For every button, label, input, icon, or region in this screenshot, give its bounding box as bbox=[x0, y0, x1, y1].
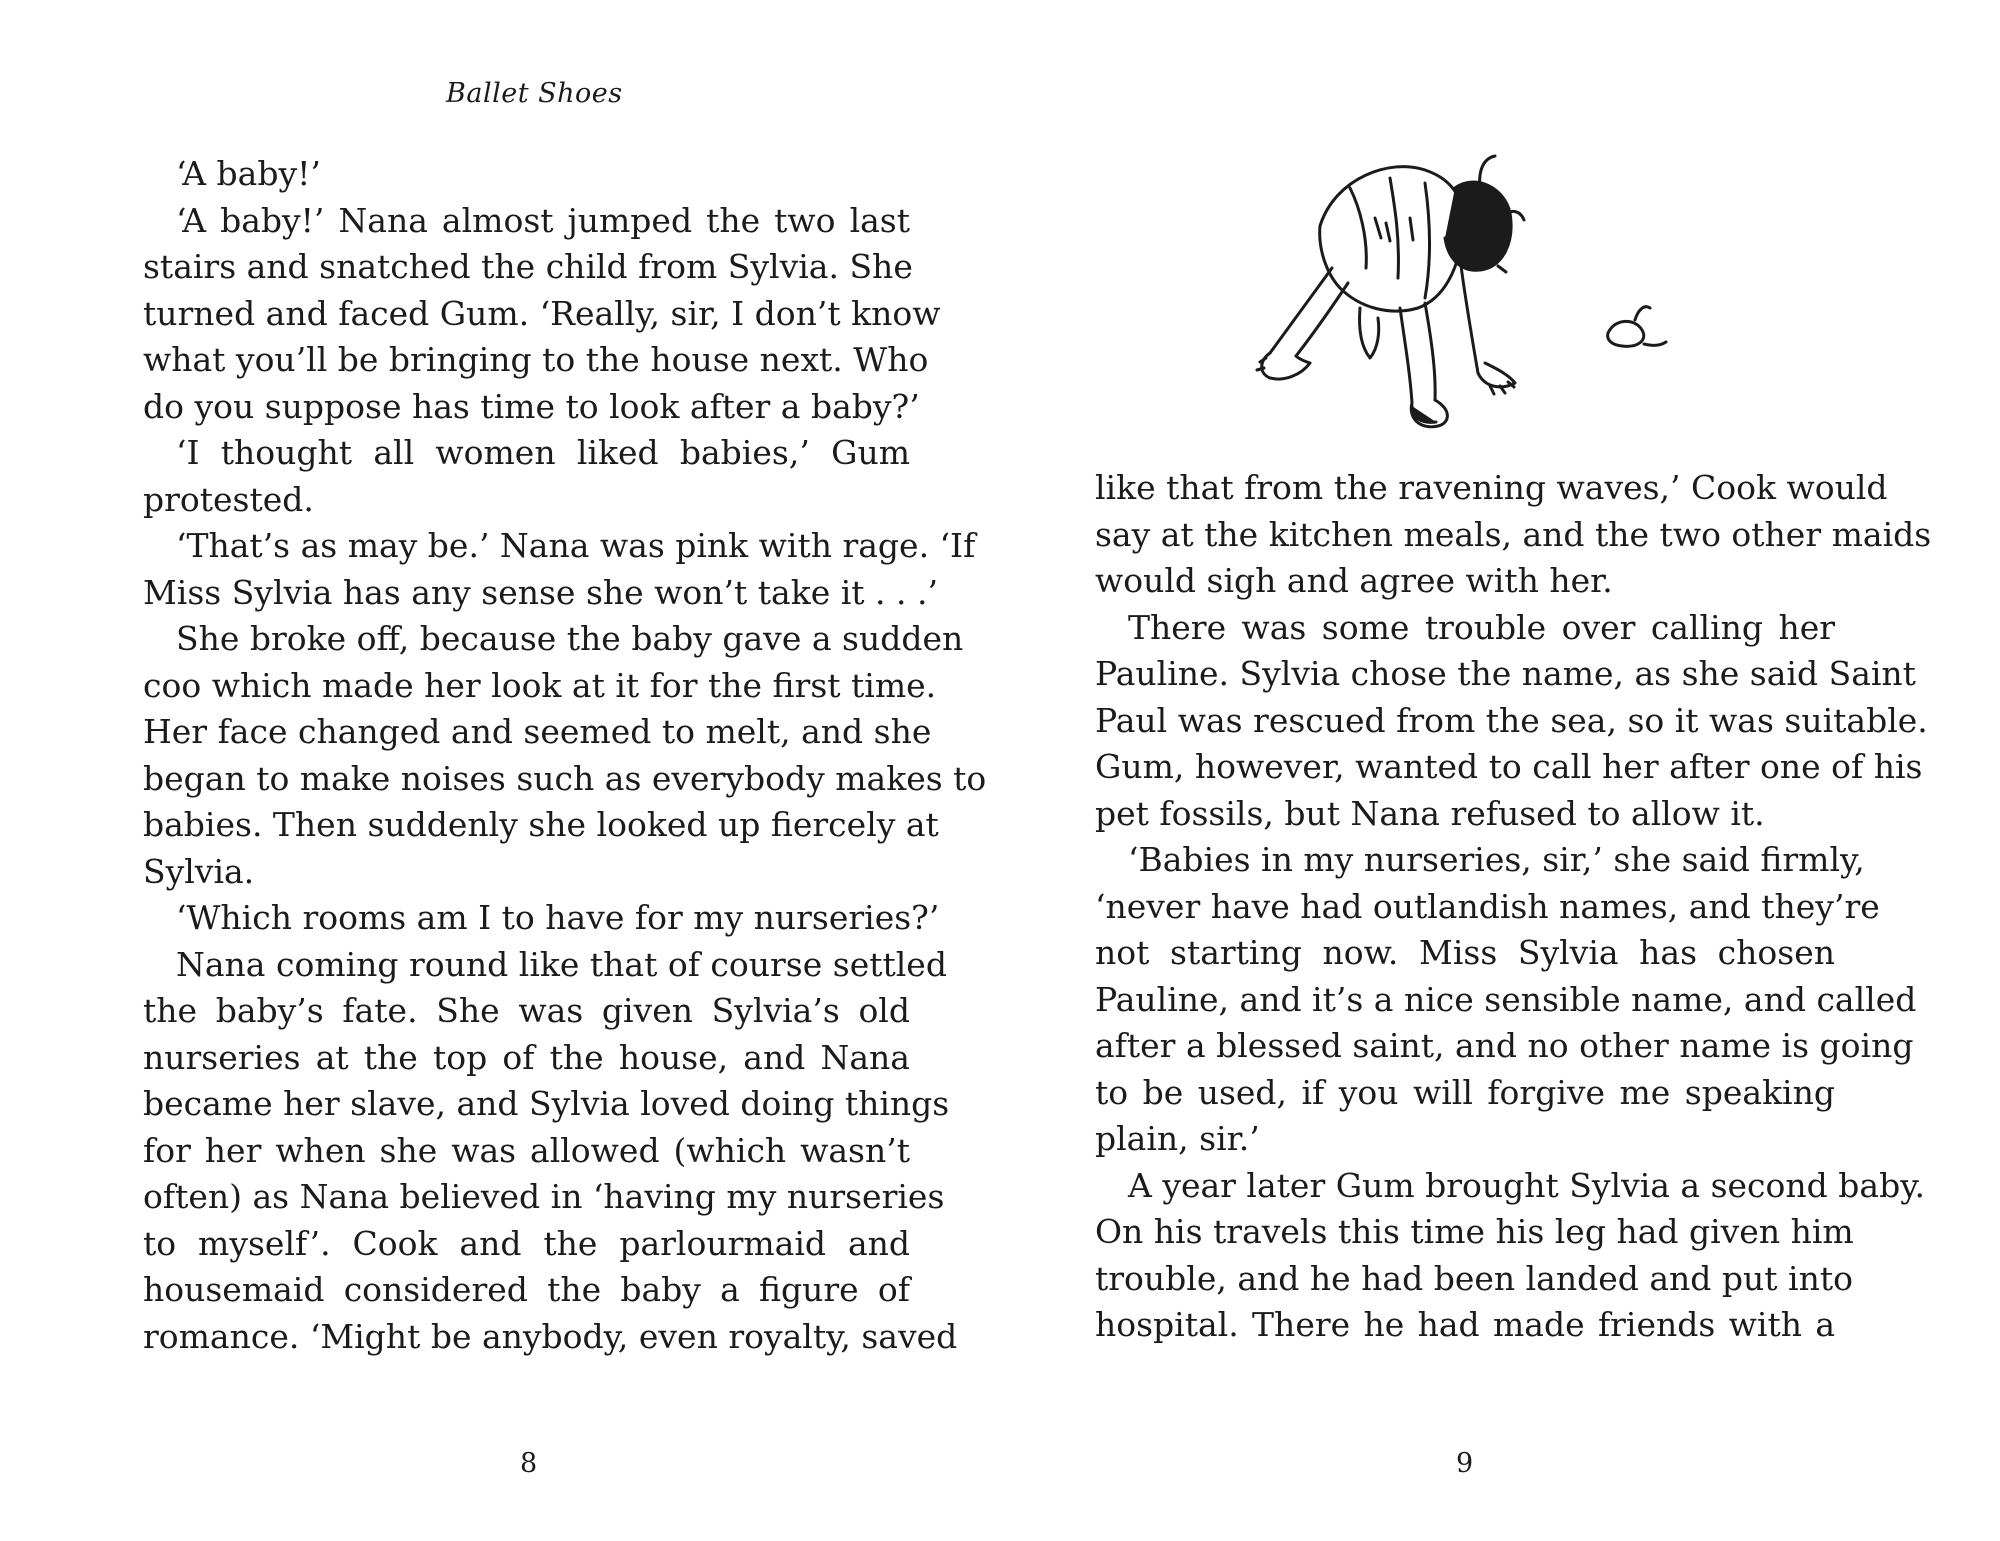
text-line: Pauline, and it’s a nice sensible name, and called bbox=[1095, 979, 1917, 1019]
text-line: pet fossils, but Nana refused to allow it. bbox=[1095, 793, 1765, 833]
text-line: what you’ll be bringing to the house next. Who bbox=[143, 340, 929, 379]
text-line: babies. Then suddenly she looked up fiercely at bbox=[143, 805, 939, 844]
text-line: to myself’. Cook and the parlourmaid and bbox=[143, 1223, 910, 1263]
text-line: ‘A baby!’ Nana almost jumped the two last bbox=[176, 200, 910, 240]
text-line: romance. ‘Might be anybody, even royalty, saved bbox=[143, 1316, 958, 1356]
text-line: coo which made her look at it for the first time. bbox=[143, 665, 937, 705]
text-line: like that from the ravening waves,’ Cook would bbox=[1095, 468, 1888, 507]
text-line: Sylvia. bbox=[143, 851, 255, 891]
text-line: nurseries at the top of the house, and Nana bbox=[143, 1037, 910, 1077]
text-line: There was some trouble over calling her bbox=[1128, 607, 1835, 647]
page-number-right: 9 bbox=[1456, 1448, 1474, 1479]
text-line: plain, sir.’ bbox=[1095, 1119, 1260, 1158]
text-line: On his travels this time his leg had given him bbox=[1095, 1212, 1854, 1251]
text-line: Nana coming round like that of course settled bbox=[176, 944, 947, 984]
text-line: protested. bbox=[143, 479, 314, 519]
right-page bbox=[1000, 0, 2000, 1541]
text-line: She broke off, because the baby gave a sudden bbox=[176, 619, 964, 658]
text-line: ‘That’s as may be.’ Nana was pink with rage. ‘If bbox=[176, 526, 976, 565]
text-line: to be used, if you will forgive me speaking bbox=[1095, 1072, 1835, 1112]
text-line: after a blessed saint, and no other name is going bbox=[1095, 1026, 1914, 1065]
text-line: for her when she was allowed (which wasn’t bbox=[143, 1130, 910, 1170]
text-line: housemaid considered the baby a figure of bbox=[143, 1270, 910, 1309]
text-line: the baby’s fate. She was given Sylvia’s old bbox=[143, 991, 910, 1030]
text-line: often) as Nana believed in ‘having my nurseries bbox=[143, 1177, 945, 1216]
text-line: turned and faced Gum. ‘Really, sir, I don’t know bbox=[143, 293, 941, 333]
text-line: ‘A baby!’ bbox=[176, 154, 321, 193]
text-line: Pauline. Sylvia chose the name, as she said Saint bbox=[1095, 654, 1916, 693]
text-line: Gum, however, wanted to call her after one of his bbox=[1095, 747, 1923, 786]
text-line: ‘never have had outlandish names, and they’re bbox=[1095, 886, 1880, 926]
text-line: Miss Sylvia has any sense she won’t take it . . .’ bbox=[143, 572, 938, 612]
text-line: ‘Babies in my nurseries, sir,’ she said firmly, bbox=[1128, 840, 1865, 879]
left-page-text bbox=[143, 151, 987, 1360]
running-head: Ballet Shoes bbox=[446, 78, 623, 109]
text-line: not starting now. Miss Sylvia has chosen bbox=[1095, 933, 1835, 972]
text-line: ‘I thought all women liked babies,’ Gum bbox=[176, 433, 910, 472]
right-page-text bbox=[1095, 465, 1932, 1349]
text-line: Her face changed and seemed to melt, and she bbox=[143, 712, 932, 751]
text-line: stairs and snatched the child from Sylvia. She bbox=[143, 247, 913, 286]
text-line: began to make noises such as everybody makes to bbox=[143, 758, 987, 798]
text-line: ‘Which rooms am I to have for my nurseries?’ bbox=[176, 898, 940, 937]
child-crawling-illustration bbox=[1240, 148, 1680, 438]
text-line: hospital. There he had made friends with a bbox=[1095, 1305, 1835, 1344]
text-line: Paul was rescued from the sea, so it was suitable. bbox=[1095, 700, 1928, 740]
text-line: became her slave, and Sylvia loved doing things bbox=[143, 1084, 950, 1123]
text-line: A year later Gum brought Sylvia a second baby. bbox=[1128, 1165, 1925, 1205]
page-number-left: 8 bbox=[520, 1448, 538, 1479]
text-line: say at the kitchen meals, and the two other maids bbox=[1095, 514, 1932, 554]
text-line: trouble, and he had been landed and put into bbox=[1095, 1258, 1853, 1298]
text-line: do you suppose has time to look after a baby?’ bbox=[143, 386, 920, 426]
text-line: would sigh and agree with her. bbox=[1095, 561, 1613, 600]
